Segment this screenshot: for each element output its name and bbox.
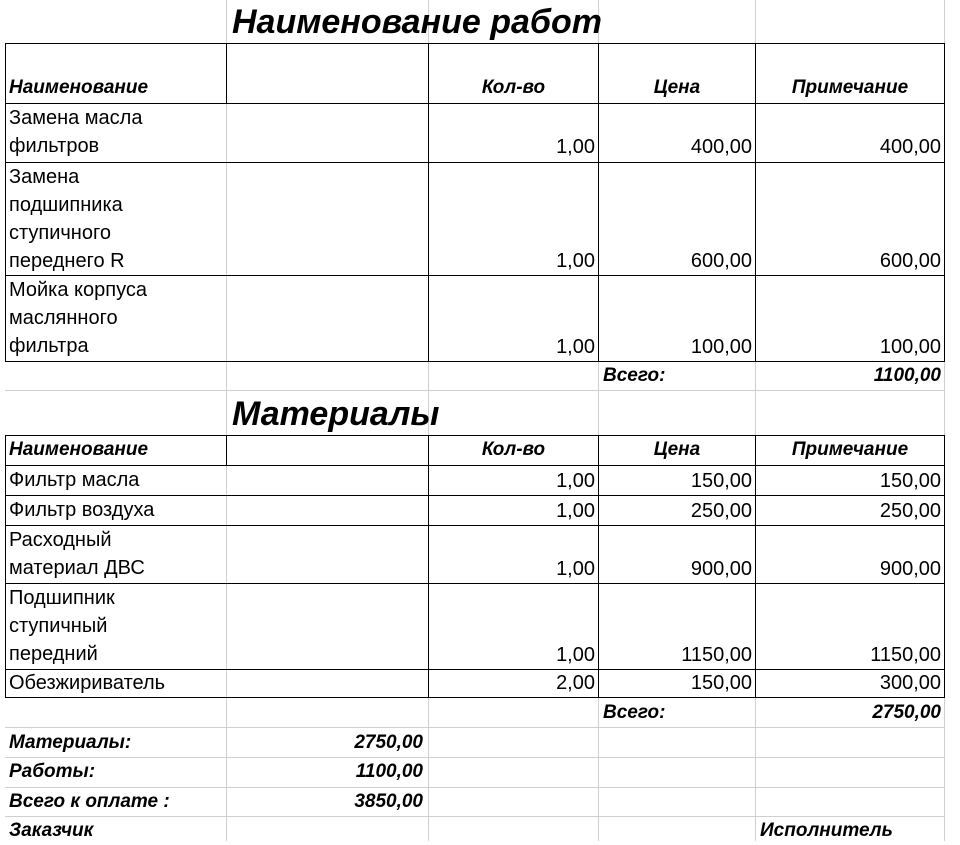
summary-works-label: Работы: bbox=[9, 761, 96, 782]
grid-line bbox=[5, 390, 945, 391]
materials-row-5-qty: 2,00 bbox=[556, 672, 595, 694]
materials-row-1-qty: 1,00 bbox=[556, 470, 595, 492]
name-line: Замена масла bbox=[9, 107, 143, 129]
materials-row-4-qty: 1,00 bbox=[556, 644, 595, 666]
materials-row-5-note: 300,00 bbox=[879, 672, 941, 694]
works-row-3-price: 100,00 bbox=[690, 336, 752, 358]
works-header-note: Примечание bbox=[791, 77, 909, 98]
name-line: подшипника bbox=[9, 194, 123, 216]
name-line: Замена bbox=[9, 166, 80, 188]
materials-row-4-note: 1150,00 bbox=[870, 644, 941, 666]
customer-label: Заказчик bbox=[9, 820, 94, 841]
materials-total-value: 2750,00 bbox=[872, 702, 941, 723]
works-row-2-name bbox=[6, 163, 226, 275]
name-line: ступичного bbox=[9, 222, 111, 244]
name-line: Мойка корпуса bbox=[9, 279, 147, 301]
name-line: ступичный bbox=[9, 615, 108, 637]
works-row-2-note: 600,00 bbox=[879, 250, 941, 272]
name-line: маслянного bbox=[9, 307, 118, 329]
name-line: материал ДВС bbox=[9, 557, 145, 579]
materials-header-qty: Кол-во bbox=[481, 439, 546, 460]
materials-row-3-note: 900,00 bbox=[879, 558, 941, 580]
materials-row-4-name bbox=[6, 584, 226, 668]
materials-total-label: Всего: bbox=[603, 702, 666, 723]
materials-header-name: Наименование bbox=[9, 439, 149, 460]
summary-works-value: 1100,00 bbox=[355, 761, 423, 782]
materials-header-price: Цена bbox=[653, 439, 701, 460]
materials-row-3-qty: 1,00 bbox=[556, 558, 595, 580]
table-border bbox=[5, 697, 945, 698]
works-row-3-qty: 1,00 bbox=[556, 336, 595, 358]
works-header-price: Цена bbox=[653, 77, 701, 98]
materials-row-3-name bbox=[6, 526, 226, 582]
works-title: Наименование работ bbox=[232, 3, 602, 41]
summary-materials-value: 2750,00 bbox=[354, 732, 423, 753]
works-row-2-qty: 1,00 bbox=[556, 250, 595, 272]
materials-row-1-note: 150,00 bbox=[879, 470, 941, 492]
materials-row-2-price: 250,00 bbox=[690, 500, 752, 522]
materials-row-5-price: 150,00 bbox=[690, 672, 752, 694]
works-row-1-qty: 1,00 bbox=[556, 136, 595, 158]
name-line: Расходный bbox=[9, 529, 112, 551]
table-border bbox=[226, 435, 227, 465]
works-header-name: Наименование bbox=[9, 77, 149, 98]
works-header-qty: Кол-во bbox=[481, 77, 546, 98]
summary-total-label: Всего к оплате : bbox=[9, 791, 170, 812]
summary-materials-label: Материалы: bbox=[9, 732, 132, 753]
grid-line bbox=[5, 727, 945, 728]
materials-row-2-name: Фильтр воздуха bbox=[9, 499, 155, 521]
contractor-label: Исполнитель bbox=[760, 820, 893, 841]
table-border bbox=[944, 43, 945, 362]
works-row-2-price: 600,00 bbox=[690, 250, 752, 272]
name-line: фильтра bbox=[9, 335, 89, 357]
name-line: переднего R bbox=[9, 250, 125, 272]
works-row-1-note: 400,00 bbox=[879, 136, 941, 158]
table-border bbox=[226, 43, 227, 103]
summary-total-value: 3850,00 bbox=[354, 791, 423, 812]
works-row-3-name bbox=[6, 276, 226, 360]
grid-line bbox=[226, 0, 227, 841]
works-total-value: 1100,00 bbox=[873, 365, 941, 386]
materials-row-4-price: 1150,00 bbox=[681, 644, 752, 666]
table-border bbox=[944, 435, 945, 698]
works-row-3-note: 100,00 bbox=[879, 336, 941, 358]
materials-title: Материалы bbox=[232, 395, 440, 433]
materials-row-2-note: 250,00 bbox=[879, 500, 941, 522]
name-line: Подшипник bbox=[9, 587, 115, 609]
works-total-label: Всего: bbox=[603, 365, 666, 386]
materials-row-2-qty: 1,00 bbox=[556, 500, 595, 522]
table-border bbox=[5, 43, 945, 44]
materials-header-note: Примечание bbox=[791, 439, 909, 460]
name-line: фильтров bbox=[9, 135, 100, 157]
works-row-1-price: 400,00 bbox=[690, 136, 752, 158]
materials-row-5-name: Обезжириватель bbox=[9, 672, 166, 694]
materials-row-1-price: 150,00 bbox=[690, 470, 752, 492]
works-row-1-name bbox=[6, 104, 226, 160]
materials-row-3-price: 900,00 bbox=[690, 558, 752, 580]
name-line: передний bbox=[9, 643, 98, 665]
materials-row-1-name: Фильтр масла bbox=[9, 469, 140, 491]
